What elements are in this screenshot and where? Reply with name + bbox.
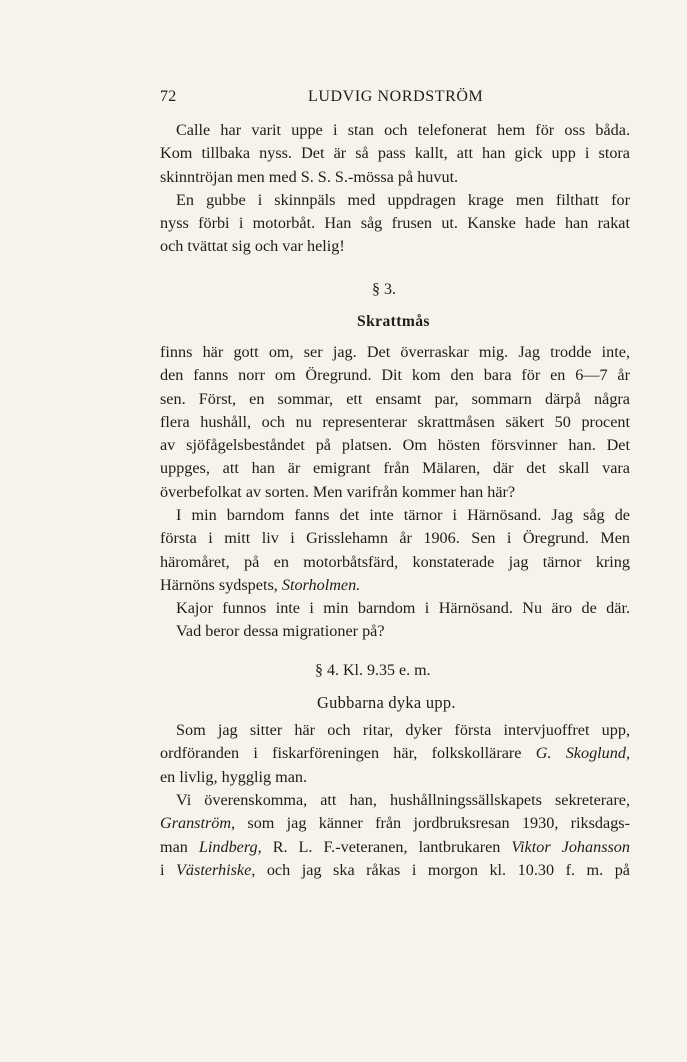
italic-place-name: Storholmen. — [281, 575, 361, 594]
running-header — [160, 88, 630, 110]
text-fragment: R. L. F.-veteranen, lantbrukaren — [261, 837, 512, 856]
text-fragment: Härnöns sydspets, — [160, 575, 282, 594]
text-line: Kom tillbaka nyss. Det är så pass kallt, att han gick upp i stora — [160, 144, 630, 163]
paragraph-2 — [160, 341, 630, 504]
text-line: Vad beror dessa migrationer på? — [176, 622, 385, 641]
italic-person-name: G. Skoglund, — [535, 744, 630, 763]
text-fragment: ordföranden i fiskarföreningen här, folkskollärare — [160, 744, 536, 763]
section-heading-3: Skrattmås — [357, 313, 430, 330]
text-line: av sjöfågelsbeståndet på platsen. Om hösten försvinner han. Det — [160, 436, 630, 455]
text-line: I min barndom fanns det inte tärnor i Härnösand. Jag såg de — [176, 506, 630, 524]
italic-person-name: Viktor Johansson — [511, 837, 630, 856]
text-fragment: i — [160, 860, 177, 879]
italic-person-name: Granström, — [160, 814, 236, 833]
text-fragment: och jag ska råkas i morgon kl. 10.30 f. m. på — [255, 860, 630, 879]
section-mark-4: § 4. Kl. 9.35 e. m. — [315, 662, 431, 679]
text-line — [160, 859, 630, 882]
italic-place-name: Västerhiske, — [176, 860, 256, 879]
paragraph-3 — [160, 504, 630, 597]
text-line — [160, 742, 630, 765]
running-head-title: LUDVIG NORDSTRÖM — [308, 88, 484, 105]
text-line: och tvättat sig och var helig! — [160, 237, 345, 256]
text-line: Vi överenskomma, att han, hushållningssällskapets sekreterare, — [176, 791, 630, 809]
paragraph-5 — [160, 719, 630, 789]
text-line: första i mitt liv i Grisslehamn år 1906. Sen i Öregrund. Men — [160, 529, 630, 548]
text-line: uppges, att han är emigrant från Mälaren, där det skall vara — [160, 459, 630, 478]
text-line: skinntröjan men med S. S. S.-mössa på huvut. — [160, 167, 459, 186]
text-line: sen. Först, en sommar, ett ensamt par, sommarn därpå några — [160, 389, 630, 408]
text-line — [160, 812, 630, 835]
text-line: nyss förbi i motorbåt. Han såg frusen ut. Kanske hade han rakat — [160, 214, 630, 233]
italic-person-name: Lindberg, — [198, 837, 262, 856]
paragraph-6 — [160, 789, 630, 882]
text-line: häromåret, på en motorbåtsfärd, konstaterade jag tärnor kring — [160, 552, 630, 571]
paragraph-4 — [160, 597, 630, 644]
text-line — [160, 836, 630, 859]
text-fragment: som jag känner från jordbruksresan 1930, riksdags- — [235, 814, 630, 833]
text-line: flera hushåll, och nu representerar skrattmåsen säkert 50 procent — [160, 412, 630, 431]
text-line: den fanns norr om Öregrund. Dit kom den bara för en 6—7 år — [160, 366, 630, 385]
text-line: En gubbe i skinnpäls med uppdragen krage men filthatt for — [176, 190, 630, 209]
text-line: en livlig, hygglig man. — [160, 767, 308, 786]
text-line — [160, 574, 630, 597]
text-fragment: man — [160, 837, 199, 856]
page-number: 72 — [160, 88, 177, 105]
section-mark-3: § 3. — [372, 281, 396, 298]
paragraph-1 — [160, 119, 630, 259]
text-line: överbefolkat av sorten. Men varifrån kommer han här? — [160, 482, 516, 501]
section-heading-4: Gubbarna dyka upp. — [317, 693, 456, 712]
text-line: Calle har varit uppe i stan och telefonerat hem för oss båda. — [176, 121, 630, 139]
text-line: finns här gott om, ser jag. Det överraskar mig. Jag trodde inte, — [160, 343, 630, 361]
text-line: Som jag sitter här och ritar, dyker första intervjuoffret upp, — [176, 721, 630, 739]
text-line: Kajor funnos inte i min barndom i Härnösand. Nu äro de där. — [176, 599, 630, 617]
